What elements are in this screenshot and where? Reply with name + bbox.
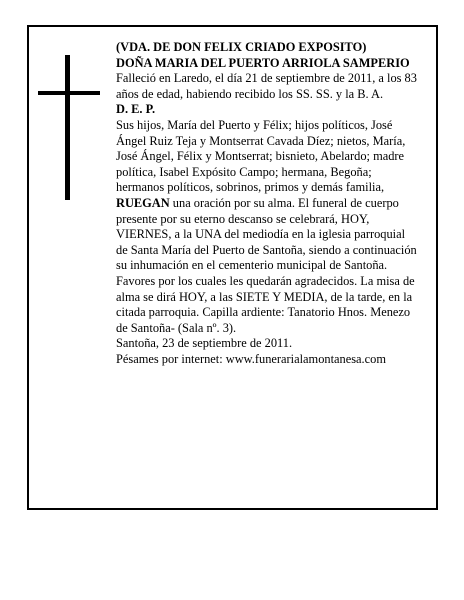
obituary-text	[116, 40, 418, 367]
deceased-name: DOÑA MARIA DEL PUERTO ARRIOLA SAMPERIO	[116, 55, 410, 70]
family-list: Sus hijos, María del Puerto y Félix; hijos políticos, José Ángel Ruiz Teja y Montserrat Cavada Díez; nietos, María, José Ángel, Félix y Montserrat; bisnieto, Abelardo; madre política, Isabel Expósito Campo; hermana, Begoña; hermanos políticos, sobrinos, primos y demás familia,	[116, 117, 406, 195]
dep-line: D. E. P.	[116, 102, 156, 117]
cross-horizontal-bar	[38, 91, 100, 95]
cross-vertical-bar	[65, 55, 70, 200]
ruegan-word: RUEGAN	[116, 195, 170, 210]
service-paragraph	[116, 196, 418, 336]
latin-cross-icon	[38, 55, 100, 200]
service-details: una oración por su alma. El funeral de cuerpo presente por su eterno descanso se celebrará, HOY, VIERNES, a la UNA del mediodía en la iglesia parroquial de Santa María del Puerto de Santoña, siendo a continuación su inhumación en el cementerio municipal de Santoña. Favores por los cuales les quedarán agradecidos. La misa de alma se dirá HOY, a las SIETE Y MEDIA, de la tarde, en la citada parroquia. Capilla ardiente: Tanatorio Hnos. Menezo de Santoña- (Sala nº. 3).	[116, 195, 417, 335]
widow-of-line: (VDA. DE DON FELIX CRIADO EXPOSITO)	[116, 40, 367, 54]
condolences-line: Pésames por internet: www.funerarialamontanesa.com	[116, 351, 386, 366]
death-details: Falleció en Laredo, el día 21 de septiembre de 2011, a los 83 años de edad, habiendo recibido los SS. SS. y la B. A.	[116, 71, 417, 101]
date-line: Santoña, 23 de septiembre de 2011.	[116, 336, 293, 351]
